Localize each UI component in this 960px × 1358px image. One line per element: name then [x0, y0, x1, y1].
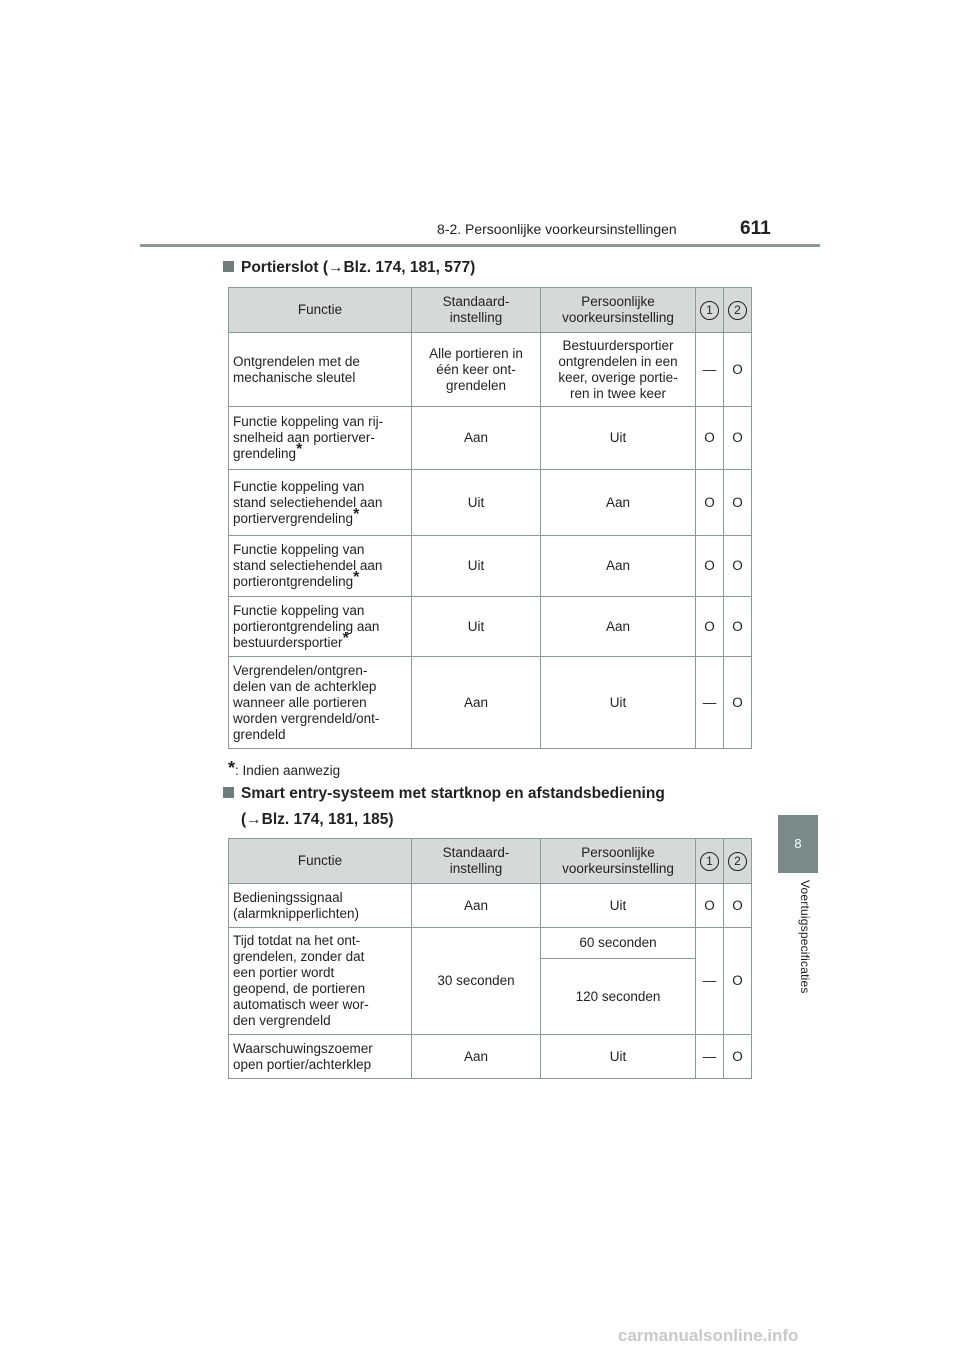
cell-persoonlijke: Aan	[541, 470, 696, 536]
cell-standaard: Aan	[412, 884, 541, 928]
cell-col-2: O	[724, 470, 752, 536]
section-title-smart-entry: Smart entry-systeem met startknop en afstandsbediening (→Blz. 174, 181, 185)	[223, 781, 665, 833]
table-header-row	[229, 839, 752, 884]
footnote-mark: *	[228, 758, 236, 778]
cell-col-1: O	[696, 536, 724, 597]
cell-persoonlijke: Aan	[541, 536, 696, 597]
header-persoonlijke: Persoonlijke voorkeursinstelling	[541, 288, 696, 333]
cell-functie: Waarschuwingszoemer open portier/achterklep	[229, 1035, 412, 1079]
cell-col-2: O	[724, 884, 752, 928]
cell-functie: Ontgrendelen met de mechanische sleutel	[229, 333, 412, 407]
cell-functie: Functie koppeling van stand selectiehendel aan portiervergrendeling*	[229, 470, 412, 536]
header-persoonlijke: Persoonlijke voorkeursinstelling	[541, 839, 696, 884]
cell-standaard: Aan	[412, 1035, 541, 1079]
cell-persoonlijke: Uit	[541, 657, 696, 749]
footnote-star: *	[342, 629, 349, 647]
header-functie: Functie	[229, 839, 412, 884]
table-row	[229, 407, 752, 470]
table-row	[229, 884, 752, 928]
square-bullet-icon	[223, 261, 234, 272]
watermark: carmanualsonline.info	[618, 1326, 799, 1345]
table-row	[229, 597, 752, 657]
cell-standaard: Uit	[412, 470, 541, 536]
header-section-title: 8-2. Persoonlijke voorkeursinstellingen	[437, 221, 677, 237]
arrow-icon: →	[327, 259, 344, 276]
cell-col-2: O	[724, 1035, 752, 1079]
arrow-icon: →	[246, 811, 262, 828]
cell-standaard: Alle portieren in één keer ont- grendelen	[412, 333, 541, 407]
section-title-portierslot: Portierslot (→Blz. 174, 181, 577)	[223, 255, 475, 281]
table-portierslot	[228, 287, 752, 749]
cell-col-1: O	[696, 884, 724, 928]
cell-col-1: O	[696, 470, 724, 536]
cell-functie: Bedieningssignaal (alarmknipperlichten)	[229, 884, 412, 928]
page-number: 611	[740, 218, 771, 239]
cell-persoonlijke-a: 60 seconden	[541, 928, 696, 959]
cell-standaard: Uit	[412, 597, 541, 657]
cell-col-1: —	[696, 333, 724, 407]
cell-col-2: O	[724, 657, 752, 749]
cell-functie: Functie koppeling van rij- snelheid aan portierver- grendeling*	[229, 407, 412, 470]
cell-persoonlijke: Uit	[541, 407, 696, 470]
footnote-star: *	[353, 505, 360, 523]
cell-col-1: —	[696, 928, 724, 1035]
cell-persoonlijke: Uit	[541, 884, 696, 928]
cell-functie: Vergrendelen/ontgren- delen van de achterklep wanneer alle portieren worden vergrendeld/ont- grendeld	[229, 657, 412, 749]
header-divider	[140, 244, 820, 247]
cell-col-2: O	[724, 597, 752, 657]
table-row	[229, 928, 752, 959]
table-row	[229, 333, 752, 407]
header-col-1: 1	[696, 288, 724, 333]
cell-col-2: O	[724, 407, 752, 470]
chapter-tab[interactable]: 8	[778, 815, 818, 873]
cell-col-2: O	[724, 536, 752, 597]
square-bullet-icon	[223, 787, 234, 798]
cell-persoonlijke: Bestuurdersportier ontgrendelen in een keer, overige portie- ren in twee keer	[541, 333, 696, 407]
table-row	[229, 1035, 752, 1079]
footnote-star: *	[296, 441, 303, 458]
cell-persoonlijke: Uit	[541, 1035, 696, 1079]
cell-functie: Tijd totdat na het ont- grendelen, zonder dat een portier wordt geopend, de portieren automatisch weer wor- den vergrendeld	[229, 928, 412, 1035]
cell-col-2: O	[724, 333, 752, 407]
footnote: *: Indien aanwezig	[228, 758, 341, 778]
table-smart-entry	[228, 838, 752, 1079]
cell-functie: Functie koppeling van stand selectiehendel aan portierontgrendeling*	[229, 536, 412, 597]
table-row	[229, 657, 752, 749]
cell-col-1: —	[696, 657, 724, 749]
table-header-row	[229, 288, 752, 333]
header-standaard: Standaard- instelling	[412, 288, 541, 333]
cell-col-2: O	[724, 928, 752, 1035]
cell-functie: Functie koppeling van portierontgrendeling aan bestuurdersportier*	[229, 597, 412, 657]
cell-standaard: Aan	[412, 657, 541, 749]
header-standaard: Standaard- instelling	[412, 839, 541, 884]
cell-standaard: 30 seconden	[412, 928, 541, 1035]
cell-standaard: Uit	[412, 536, 541, 597]
cell-persoonlijke: Aan	[541, 597, 696, 657]
table-row	[229, 470, 752, 536]
cell-standaard: Aan	[412, 407, 541, 470]
cell-persoonlijke-b: 120 seconden	[541, 959, 696, 1035]
cell-col-1: O	[696, 597, 724, 657]
chapter-label: Voertuigspecificaties	[798, 880, 812, 994]
header-col-2: 2	[724, 839, 752, 884]
table-row	[229, 536, 752, 597]
header-functie: Functie	[229, 288, 412, 333]
cell-col-1: —	[696, 1035, 724, 1079]
header-col-2: 2	[724, 288, 752, 333]
header-col-1: 1	[696, 839, 724, 884]
cell-col-1: O	[696, 407, 724, 470]
footnote-star: *	[353, 569, 360, 586]
